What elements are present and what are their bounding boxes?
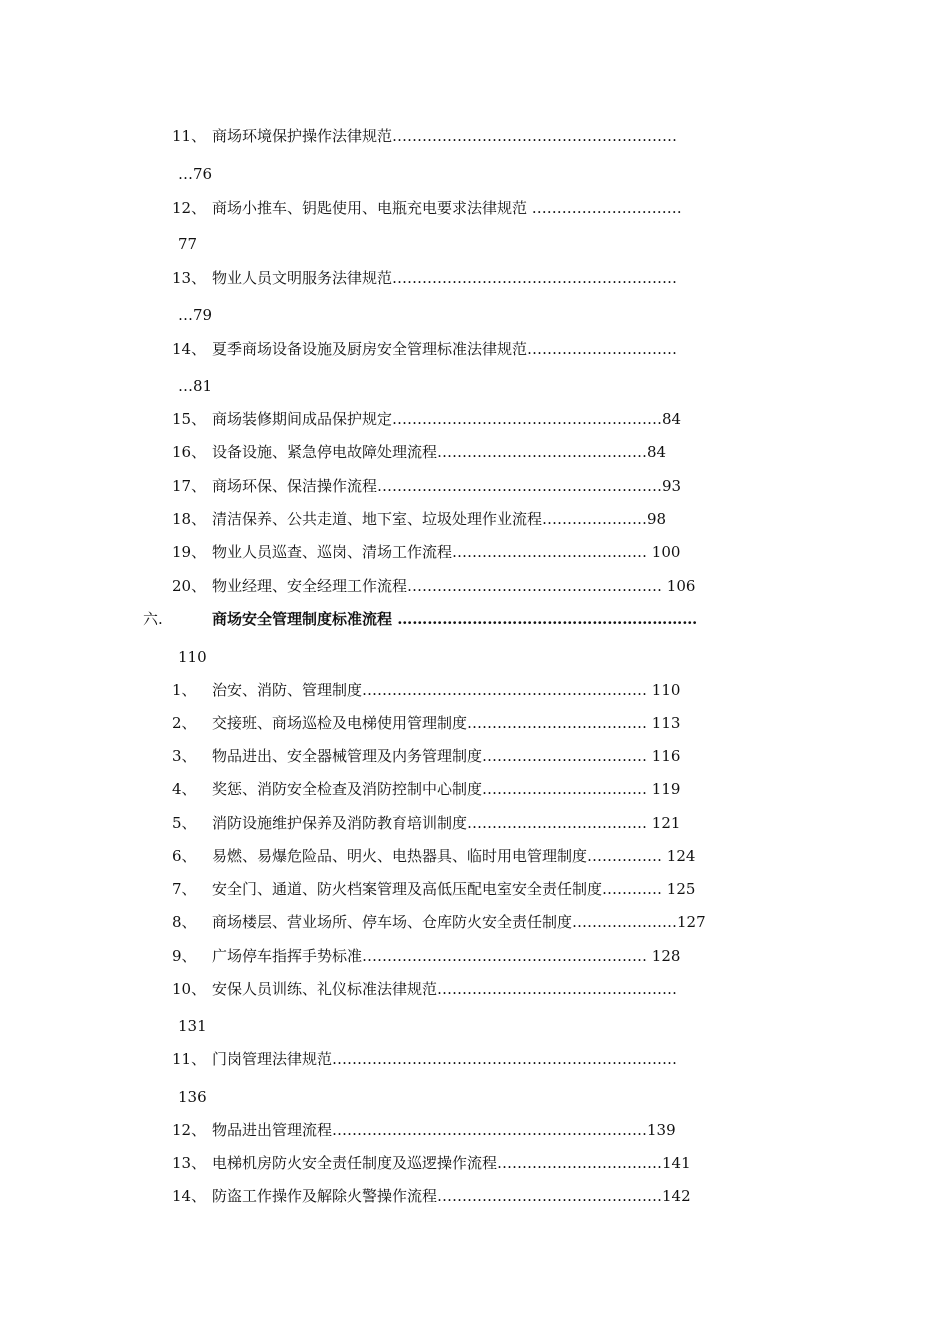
toc-entry-number: 20、 (172, 577, 207, 595)
section-title: 商场安全管理制度标准流程 …………………………………………………… (212, 610, 698, 628)
toc-entry-page: …79 (178, 306, 213, 324)
toc-entry-text: 消防设施维护保养及消防教育培训制度……………………………… 121 (212, 814, 681, 832)
toc-entry-number: 3、 (172, 747, 197, 765)
toc-entry-text: 交接班、商场巡检及电梯使用管理制度……………………………… 113 (212, 714, 681, 732)
toc-entry-page: …76 (178, 165, 213, 183)
toc-entry-number: 19、 (172, 543, 207, 561)
toc-entry-number: 10、 (172, 980, 207, 998)
toc-entry-page: 131 (178, 1017, 207, 1035)
toc-entry-number: 11、 (172, 1050, 207, 1068)
toc-entry-number: 16、 (172, 443, 207, 461)
toc-entry-text: 商场环保、保洁操作流程…………………………………………………93 (212, 477, 682, 495)
toc-entry-number: 13、 (172, 269, 207, 287)
toc-entry-text: 夏季商场设备设施及厨房安全管理标准法律规范………………………… (212, 340, 678, 358)
toc-entry-page: …81 (178, 377, 213, 395)
toc-entry-text: 清洁保养、公共走道、地下室、垃圾处理作业流程…………………98 (212, 510, 667, 528)
toc-entry-number: 14、 (172, 1187, 207, 1205)
toc-entry-text: 安全门、通道、防火档案管理及高低压配电室安全责任制度………… 125 (212, 880, 696, 898)
toc-entry-text: 商场装修期间成品保护规定………………………………………………84 (212, 410, 682, 428)
toc-entry-page: 136 (178, 1088, 207, 1106)
toc-entry-number: 5、 (172, 814, 197, 832)
toc-entry-text: 物业人员巡查、巡岗、清场工作流程………………………………… 100 (212, 543, 681, 561)
toc-entry-text: 安保人员训练、礼仪标准法律规范………………………………………… (212, 980, 678, 998)
toc-entry-text: 物品进出、安全器械管理及内务管理制度…………………………… 116 (212, 747, 681, 765)
toc-entry-number: 15、 (172, 410, 207, 428)
toc-entry-number: 6、 (172, 847, 197, 865)
toc-entry-number: 17、 (172, 477, 207, 495)
toc-entry-number: 13、 (172, 1154, 207, 1172)
toc-entry-text: 物业人员文明服务法律规范………………………………………………… (212, 269, 678, 287)
toc-entry-number: 14、 (172, 340, 207, 358)
toc-entry-text: 治安、消防、管理制度………………………………………………… 110 (212, 681, 681, 699)
toc-entry-number: 2、 (172, 714, 197, 732)
toc-entry-text: 商场楼层、营业场所、停车场、仓库防火安全责任制度…………………127 (212, 913, 706, 931)
toc-entry-page: 110 (178, 648, 207, 666)
toc-entry-text: 电梯机房防火安全责任制度及巡逻操作流程……………………………141 (212, 1154, 691, 1172)
toc-entry-page: 77 (178, 235, 198, 253)
toc-entry-number: 12、 (172, 1121, 207, 1139)
toc-entry-number: 7、 (172, 880, 197, 898)
toc-entry-number: 8、 (172, 913, 197, 931)
toc-entry-text: 广场停车指挥手势标准………………………………………………… 128 (212, 947, 681, 965)
toc-entry-text: 物品进出管理流程………………………………………………………139 (212, 1121, 676, 1139)
toc-entry-number: 1、 (172, 681, 197, 699)
toc-entry-text: 防盗工作操作及解除火警操作流程………………………………………142 (212, 1187, 691, 1205)
toc-entry-number: 9、 (172, 947, 197, 965)
section-number: 六. (143, 610, 163, 628)
toc-entry-text: 物业经理、安全经理工作流程…………………………………………… 106 (212, 577, 696, 595)
toc-entry-text: 商场小推车、钥匙使用、电瓶充电要求法律规范 ………………………… (212, 199, 682, 217)
toc-entry-text: 易燃、易爆危险品、明火、电热器具、临时用电管理制度…………… 124 (212, 847, 696, 865)
toc-entry-number: 4、 (172, 780, 197, 798)
toc-entry-number: 12、 (172, 199, 207, 217)
toc-entry-text: 奖惩、消防安全检查及消防控制中心制度…………………………… 119 (212, 780, 681, 798)
toc-entry-text: 商场环境保护操作法律规范………………………………………………… (212, 127, 678, 145)
toc-entry-text: 门岗管理法律规范…………………………………………………………… (212, 1050, 678, 1068)
toc-entry-text: 设备设施、紧急停电故障处理流程……………………………………84 (212, 443, 667, 461)
toc-entry-number: 11、 (172, 127, 207, 145)
toc-entry-number: 18、 (172, 510, 207, 528)
